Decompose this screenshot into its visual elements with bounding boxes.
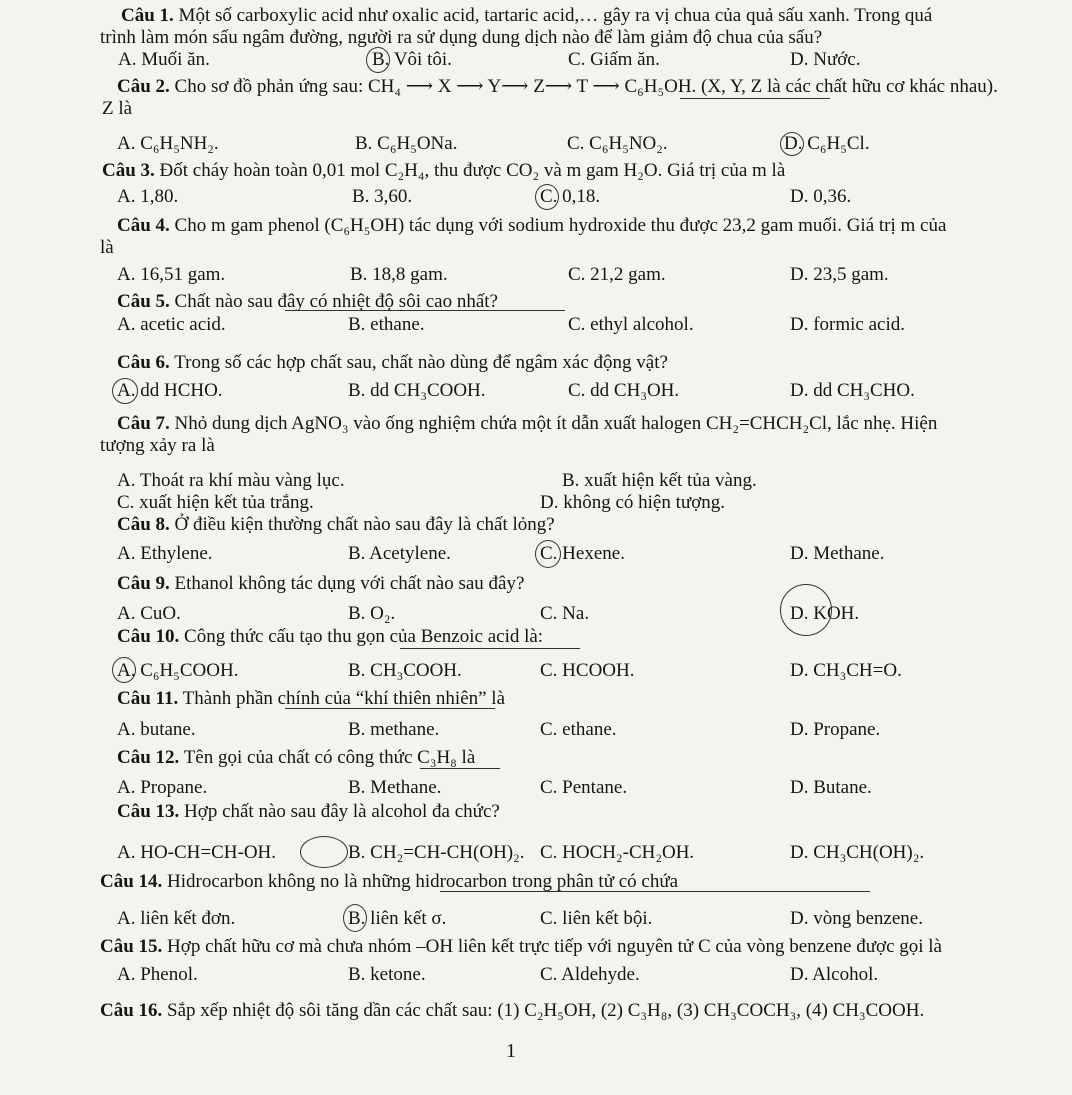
segment-text: A. butane. — [117, 719, 196, 740]
answer-option — [100, 234, 114, 262]
answer-option — [117, 716, 196, 744]
answer-option — [540, 540, 625, 568]
segment-text: B. dd CH₃COOH. — [348, 380, 486, 401]
text-line — [0, 261, 1072, 289]
segment-text: C. ethyl alcohol. — [568, 314, 694, 335]
segment-text: C. 21,2 gam. — [568, 264, 666, 285]
text-line — [0, 798, 1072, 826]
segment-text: C. dd CH₃OH. — [568, 380, 680, 401]
segment-text: A. 1,80. — [117, 186, 179, 207]
answer-option — [540, 905, 652, 933]
answer-option — [348, 540, 451, 568]
answer-option — [348, 716, 439, 744]
answer-option — [117, 961, 198, 989]
answer-option — [348, 905, 446, 933]
segment-text: Tên gọi của chất có công thức C₃H₈ là — [179, 747, 476, 768]
segment-text: C. HOCH₂-CH₂OH. — [540, 842, 695, 863]
segment-text: B. Methane. — [348, 777, 442, 798]
answer-option — [350, 261, 448, 289]
segment-text: B. ethane. — [348, 314, 425, 335]
answer-option — [790, 905, 923, 933]
segment-text: Sắp xếp nhiệt độ sôi tăng dần các chất sau: (1) C₂H₅OH, (2) C₃H₈, (3) CH₃COCH₃, (4) CH₃COOH. — [162, 1000, 925, 1021]
segment-text: Cho sơ đồ phản ứng sau: CH₄ ⟶ X ⟶ Y⟶ Z⟶ T ⟶ C₆H₅OH. (X, Y, Z là các chất hữu cơ khác nhau). — [169, 76, 998, 97]
segment-text: A. Ethylene. — [117, 543, 213, 564]
text-line — [0, 183, 1072, 211]
segment-text: Hợp chất nào sau đây là alcohol đa chức? — [179, 801, 500, 822]
segment-text: A. Thoát ra khí màu vàng lục. — [117, 470, 345, 491]
segment-text: B. 3,60. — [352, 186, 413, 207]
segment-text: Đốt cháy hoàn toàn 0,01 mol C₂H₄, thu được CO₂ và m gam H₂O. Giá trị của m là — [154, 160, 786, 181]
question-number: Câu 9. — [117, 573, 170, 594]
text-line — [0, 95, 1072, 123]
answer-option — [117, 311, 226, 339]
text-line — [0, 905, 1072, 933]
answer-option — [790, 540, 884, 568]
segment-text: Ethanol không tác dụng với chất nào sau đây? — [169, 573, 525, 594]
answer-option — [117, 657, 238, 685]
answer-option — [372, 46, 452, 74]
answer-option — [540, 839, 694, 867]
segment-text: D. 0,36. — [790, 186, 852, 207]
segment-text: Công thức cấu tạo thu gọn của Benzoic acid là: — [179, 626, 544, 647]
answer-option — [790, 261, 889, 289]
answer-option — [790, 311, 905, 339]
segment-text: D. Nước. — [790, 49, 861, 70]
segment-text: D. Butane. — [790, 777, 872, 798]
question-number: Câu 6. — [117, 352, 170, 373]
segment-text: C. ethane. — [540, 719, 617, 740]
answer-option — [790, 377, 915, 405]
segment-text: D. 23,5 gam. — [790, 264, 889, 285]
segment-text: A. C₆H₅NH₂. — [117, 133, 219, 154]
question-text — [117, 744, 475, 772]
segment-text: C. Pentane. — [540, 777, 628, 798]
question-text — [100, 868, 678, 896]
answer-option — [790, 657, 902, 685]
answer-option — [117, 130, 219, 158]
segment-text: A. Phenol. — [117, 964, 198, 985]
segment-text: D. Propane. — [790, 719, 881, 740]
text-line — [0, 311, 1072, 339]
segment-text: B. xuất hiện kết tủa vàng. — [562, 470, 757, 491]
segment-text: Thành phần chính của “khí thiên nhiên” là — [178, 688, 506, 709]
text-line — [0, 130, 1072, 158]
answer-option — [540, 961, 640, 989]
question-number: Câu 16. — [100, 1000, 163, 1021]
text-line — [0, 623, 1072, 651]
answer-option — [568, 311, 694, 339]
segment-text: C. xuất hiện kết tủa trắng. — [117, 492, 314, 513]
segment-text: B. CH₂=CH-CH(OH)₂. — [348, 842, 525, 863]
segment-text: D. vòng benzene. — [790, 908, 923, 929]
segment-text: D. dd CH₃CHO. — [790, 380, 915, 401]
segment-text: D. formic acid. — [790, 314, 906, 335]
answer-option — [790, 839, 924, 867]
text-line — [0, 997, 1072, 1025]
answer-option — [790, 961, 878, 989]
text-line — [0, 933, 1072, 961]
text-line — [0, 657, 1072, 685]
answer-option — [117, 905, 235, 933]
question-number: Câu 10. — [117, 626, 180, 647]
question-number: Câu 8. — [117, 514, 170, 535]
answer-option — [100, 432, 215, 460]
segment-text: Trong số các hợp chất sau, chất nào dùng để ngâm xác động vật? — [169, 352, 668, 373]
segment-text: B. CH₃COOH. — [348, 660, 462, 681]
question-text — [117, 511, 555, 539]
answer-option — [568, 46, 660, 74]
answer-option — [348, 377, 486, 405]
question-text — [117, 685, 505, 713]
answer-option — [790, 46, 860, 74]
answer-option — [348, 839, 525, 867]
answer-option — [790, 183, 851, 211]
answer-option — [117, 377, 223, 405]
segment-text: B. Vôi tôi. — [372, 49, 452, 70]
answer-option — [567, 130, 668, 158]
segment-text: là — [100, 237, 114, 258]
segment-text: A. HO-CH=CH-OH. — [117, 842, 277, 863]
segment-text: C. Na. — [540, 603, 590, 624]
segment-text: B. Acetylene. — [348, 543, 451, 564]
answer-option — [348, 311, 425, 339]
segment-text: A. dd HCHO. — [117, 380, 223, 401]
segment-text: Z là — [102, 98, 133, 119]
segment-text: D. KOH. — [790, 603, 860, 624]
segment-text: B. 18,8 gam. — [350, 264, 448, 285]
question-text — [102, 157, 785, 185]
question-number: Câu 13. — [117, 801, 180, 822]
question-text — [117, 798, 500, 826]
segment-text: C. C₆H₅NO₂. — [567, 133, 668, 154]
answer-option — [118, 46, 210, 74]
question-text — [117, 349, 668, 377]
segment-text: A. 16,51 gam. — [117, 264, 226, 285]
question-number: Câu 15. — [100, 936, 163, 957]
segment-text: B. ketone. — [348, 964, 426, 985]
question-text — [100, 997, 924, 1025]
text-line — [0, 685, 1072, 713]
segment-text: Một số carboxylic acid như oxalic acid, tartaric acid,… gây ra vị chua của quả sấu xanh. Trong quá — [173, 5, 933, 26]
segment-text: D. C₆H₅Cl. — [784, 133, 870, 154]
question-number: Câu 5. — [117, 291, 170, 312]
segment-text: B. O₂. — [348, 603, 396, 624]
answer-option — [784, 130, 870, 158]
segment-text: C. Hexene. — [540, 543, 625, 564]
question-number: Câu 4. — [117, 215, 170, 236]
segment-text: D. CH₃CH(OH)₂. — [790, 842, 925, 863]
segment-text: D. Methane. — [790, 543, 885, 564]
segment-text: Chất nào sau đây có nhiệt độ sôi cao nhất? — [169, 291, 498, 312]
segment-text: A. Muối ăn. — [118, 49, 210, 70]
segment-text: A. Propane. — [117, 777, 208, 798]
text-line — [0, 46, 1072, 74]
segment-text: Cho m gam phenol (C₆H₅OH) tác dụng với sodium hydroxide thu được 23,2 gam muối. Giá trị m của — [169, 215, 947, 236]
segment-text: Hidrocarbon không no là những hidrocarbon trong phân tử có chứa — [162, 871, 679, 892]
answer-option — [117, 261, 225, 289]
segment-text: D. không có hiện tượng. — [540, 492, 725, 513]
question-number: Câu 7. — [117, 413, 170, 434]
text-line — [0, 839, 1072, 867]
question-text — [117, 570, 524, 598]
answer-option — [568, 377, 679, 405]
text-line — [0, 349, 1072, 377]
segment-text: A. acetic acid. — [117, 314, 226, 335]
answer-option — [117, 540, 213, 568]
answer-option — [348, 961, 426, 989]
text-line — [0, 432, 1072, 460]
question-number: Câu 3. — [102, 160, 155, 181]
question-number: Câu 2. — [117, 76, 170, 97]
answer-option — [102, 95, 132, 123]
segment-text: B. methane. — [348, 719, 440, 740]
text-line — [0, 716, 1072, 744]
answer-option — [540, 657, 634, 685]
answer-option — [117, 183, 178, 211]
segment-text: B. liên kết σ. — [348, 908, 447, 929]
segment-text: A. C₆H₅COOH. — [117, 660, 239, 681]
segment-text: D. Alcohol. — [790, 964, 879, 985]
segment-text: C. HCOOH. — [540, 660, 635, 681]
answer-option — [790, 716, 880, 744]
segment-text: C. Aldehyde. — [540, 964, 640, 985]
answer-option — [348, 657, 462, 685]
question-number: Câu 14. — [100, 871, 163, 892]
segment-text: Ở điều kiện thường chất nào sau đây là chất lỏng? — [169, 514, 555, 535]
answer-option — [540, 183, 600, 211]
text-line — [0, 868, 1072, 896]
segment-text: Hợp chất hữu cơ mà chưa nhóm –OH liên kết trực tiếp với nguyên tử C của vòng benzene được gọi là — [162, 936, 942, 957]
question-number: Câu 1. — [121, 5, 174, 26]
text-line — [0, 540, 1072, 568]
text-line — [0, 377, 1072, 405]
segment-text: D. CH₃CH=O. — [790, 660, 902, 681]
answer-option — [117, 839, 276, 867]
text-line — [0, 157, 1072, 185]
text-line — [0, 961, 1072, 989]
question-number: Câu 11. — [117, 688, 179, 709]
segment-text: trình làm món sấu ngâm đường, người ra sử dụng dung dịch nào để làm giảm độ chua của sấu? — [100, 27, 823, 48]
answer-option — [355, 130, 457, 158]
segment-text: A. liên kết đơn. — [117, 908, 236, 929]
segment-text: C. Giấm ăn. — [568, 49, 660, 70]
segment-text: tượng xảy ra là — [100, 435, 215, 456]
answer-option — [540, 716, 617, 744]
question-text — [100, 933, 942, 961]
segment-text: B. C₆H₅ONa. — [355, 133, 458, 154]
question-number: Câu 12. — [117, 747, 180, 768]
text-line — [0, 511, 1072, 539]
segment-text: C. 0,18. — [540, 186, 601, 207]
page-number: 1 — [506, 1040, 516, 1062]
question-text — [117, 623, 543, 651]
answer-option — [568, 261, 666, 289]
text-line — [0, 234, 1072, 262]
segment-text: Nhỏ dung dịch AgNO₃ vào ống nghiệm chứa một ít dẫn xuất halogen CH₂=CHCH₂Cl, lắc nhẹ. Hiện — [169, 413, 938, 434]
segment-text: A. CuO. — [117, 603, 181, 624]
answer-option — [352, 183, 412, 211]
text-line — [0, 744, 1072, 772]
segment-text: C. liên kết bội. — [540, 908, 653, 929]
text-line — [0, 570, 1072, 598]
